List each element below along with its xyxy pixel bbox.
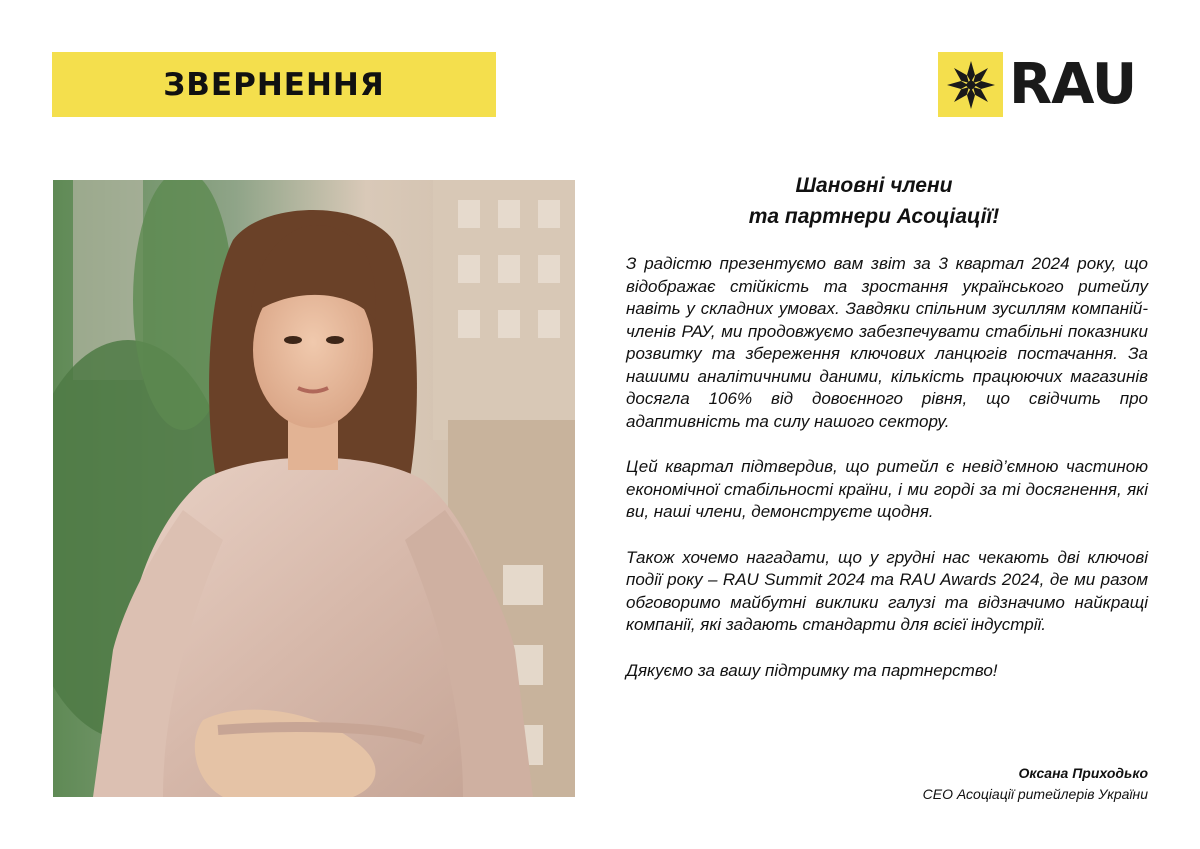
portrait-photo — [53, 180, 575, 797]
banner-title: ЗВЕРНЕННЯ — [163, 66, 385, 103]
heading-line-2: та партнери Асоціації! — [748, 205, 1000, 228]
letter-heading — [600, 170, 1148, 232]
paragraph-3: Також хочемо нагадати, що у грудні нас чекають дві ключові події року – RAU Summit 2024 та RAU Awards 2024, де ми разом обговоримо майбутні виклики галузі та відзначимо найкращі компанії, які задають стандарти для всієї індустрії. — [626, 547, 1148, 634]
header-banner — [52, 52, 496, 117]
paragraph-4: Дякуємо за вашу підтримку та партнерство! — [626, 660, 998, 680]
signature-name: Оксана Приходько — [1018, 765, 1148, 781]
signature-block — [600, 763, 1148, 805]
paragraph-1: З радістю презентуємо вам звіт за 3 квартал 2024 року, що відображає стійкість та зростання українського ритейлу навіть у складних умовах. Завдяки спільним зусиллям компаній-членів РАУ, ми продовжуємо забезпечувати стабільні показники розвитку та збереження ключових ланцюгів постачання. За нашими аналітичними даними, кількість працюючих магазинів досягла 106% від довоєнного рівня, що свідчить про адаптивність та силу нашого сектору. — [626, 254, 1148, 431]
star-ornament-icon — [938, 52, 1003, 117]
heading-line-1: Шановні члени — [795, 174, 953, 197]
signature-title: CEO Асоціації ритейлерів України — [922, 786, 1148, 802]
paragraph-2: Цей квартал підтвердив, що ритейл є невід’ємною частиною економічної стабільності країни, і ми горді за ті досягнення, які ви, наші члени, демонструєте щодня. — [626, 457, 1148, 521]
letter-body — [626, 253, 1148, 705]
rau-logo — [938, 52, 1136, 117]
logo-text: RAU — [1009, 52, 1137, 117]
